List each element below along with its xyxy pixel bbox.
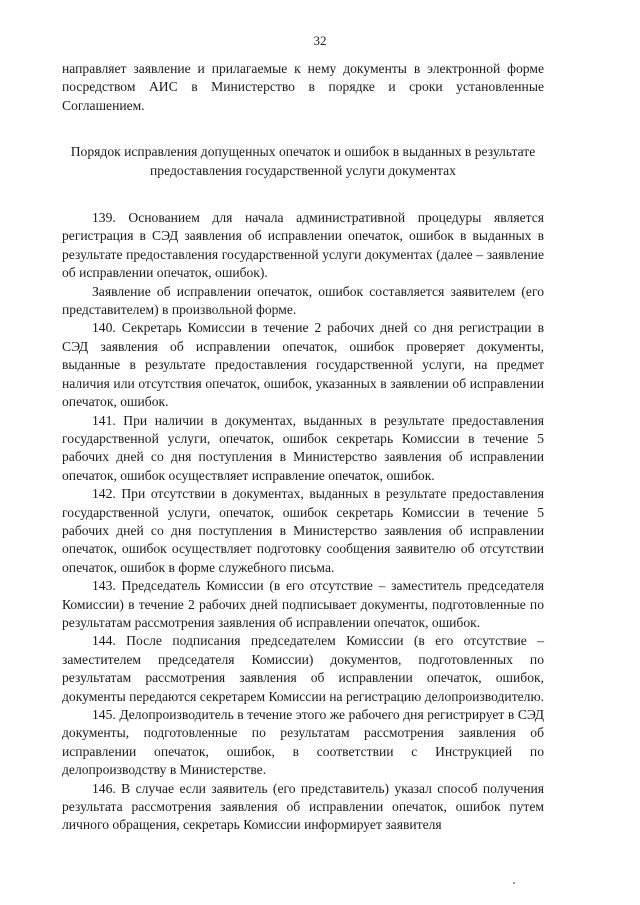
- paragraph-141: 141. При наличии в документах, выданных в результате предоставления государственной услуги, опечаток, ошибок секретарь Комиссии в течение 5 рабочих дней со дня поступления в Министерство заявления об исправлении опечаток, ошибок осуществляет исправление опечаток, ошибок.: [62, 412, 544, 483]
- paragraph-139: 139. Основанием для начала административной процедуры является регистрация в СЭД заявления об исправлении опечаток, ошибок в выданных в результате предоставления государственной услуги документах (далее – заявление об исправлении опечаток, ошибок).: [62, 210, 544, 281]
- section-heading: Порядок исправления допущенных опечаток и ошибок в выданных в результате предоставления государственной услуги документах: [70, 144, 536, 178]
- paragraph-145: 145. Делопроизводитель в течение этого же рабочего дня регистрирует в СЭД документы, подготовленные по результатам рассмотрения заявления об исправлении опечаток, ошибок, в соответствии с Инструкцией по делопроизводству в Министерстве.: [62, 707, 544, 778]
- document-body: [62, 60, 544, 835]
- intro-paragraph: направляет заявление и прилагаемые к нему документы в электронной форме посредством АИС в Министерство в порядке и сроки установленные Соглашением.: [62, 61, 544, 113]
- page-number: 32: [313, 33, 327, 48]
- paragraph-146: 146. В случае если заявитель (его представитель) указал способ получения результата рассмотрения заявления об исправлении опечаток, ошибок путем личного обращения, секретарь Комиссии информирует заявителя: [62, 780, 544, 833]
- paragraph-144: 144. После подписания председателем Комиссии (в его отсутствие – заместителем председателя Комиссии) документов, подготовленных по результатам рассмотрения заявления об исправлении опечаток, ошибок, документы передаются секретарем Комиссии на регистрацию делопроизводителю.: [62, 633, 544, 704]
- paragraph-140: 140. Секретарь Комиссии в течение 2 рабочих дней со дня регистрации в СЭД заявления об исправлении опечаток, ошибок проверяет документы, выданные в результате предоставления государственной услуги, на предмет наличия или отсутствия опечаток, ошибок, указанных в заявлении об исправлении опечаток, ошибок.: [62, 320, 544, 410]
- paragraph-142: 142. При отсутствии в документах, выданных в результате предоставления государственной услуги, опечаток, ошибок секретарь Комиссии в течение 5 рабочих дней со дня поступления в Министерство заявления об исправлении опечаток, ошибок осуществляет подготовку сообщения заявителю об отсутствии опечаток, ошибок в форме служебного письма.: [62, 486, 544, 575]
- paragraph-139-note: Заявление об исправлении опечаток, ошибок составляется заявителем (его представителем) в произвольной форме.: [62, 283, 544, 318]
- paragraph-143: 143. Председатель Комиссии (в его отсутствие – заместитель председателя Комиссии) в течение 2 рабочих дней подписывает документы, подготовленные по результатам рассмотрения заявления об исправлении опечаток, ошибок.: [62, 578, 544, 630]
- scan-speck: [513, 882, 515, 884]
